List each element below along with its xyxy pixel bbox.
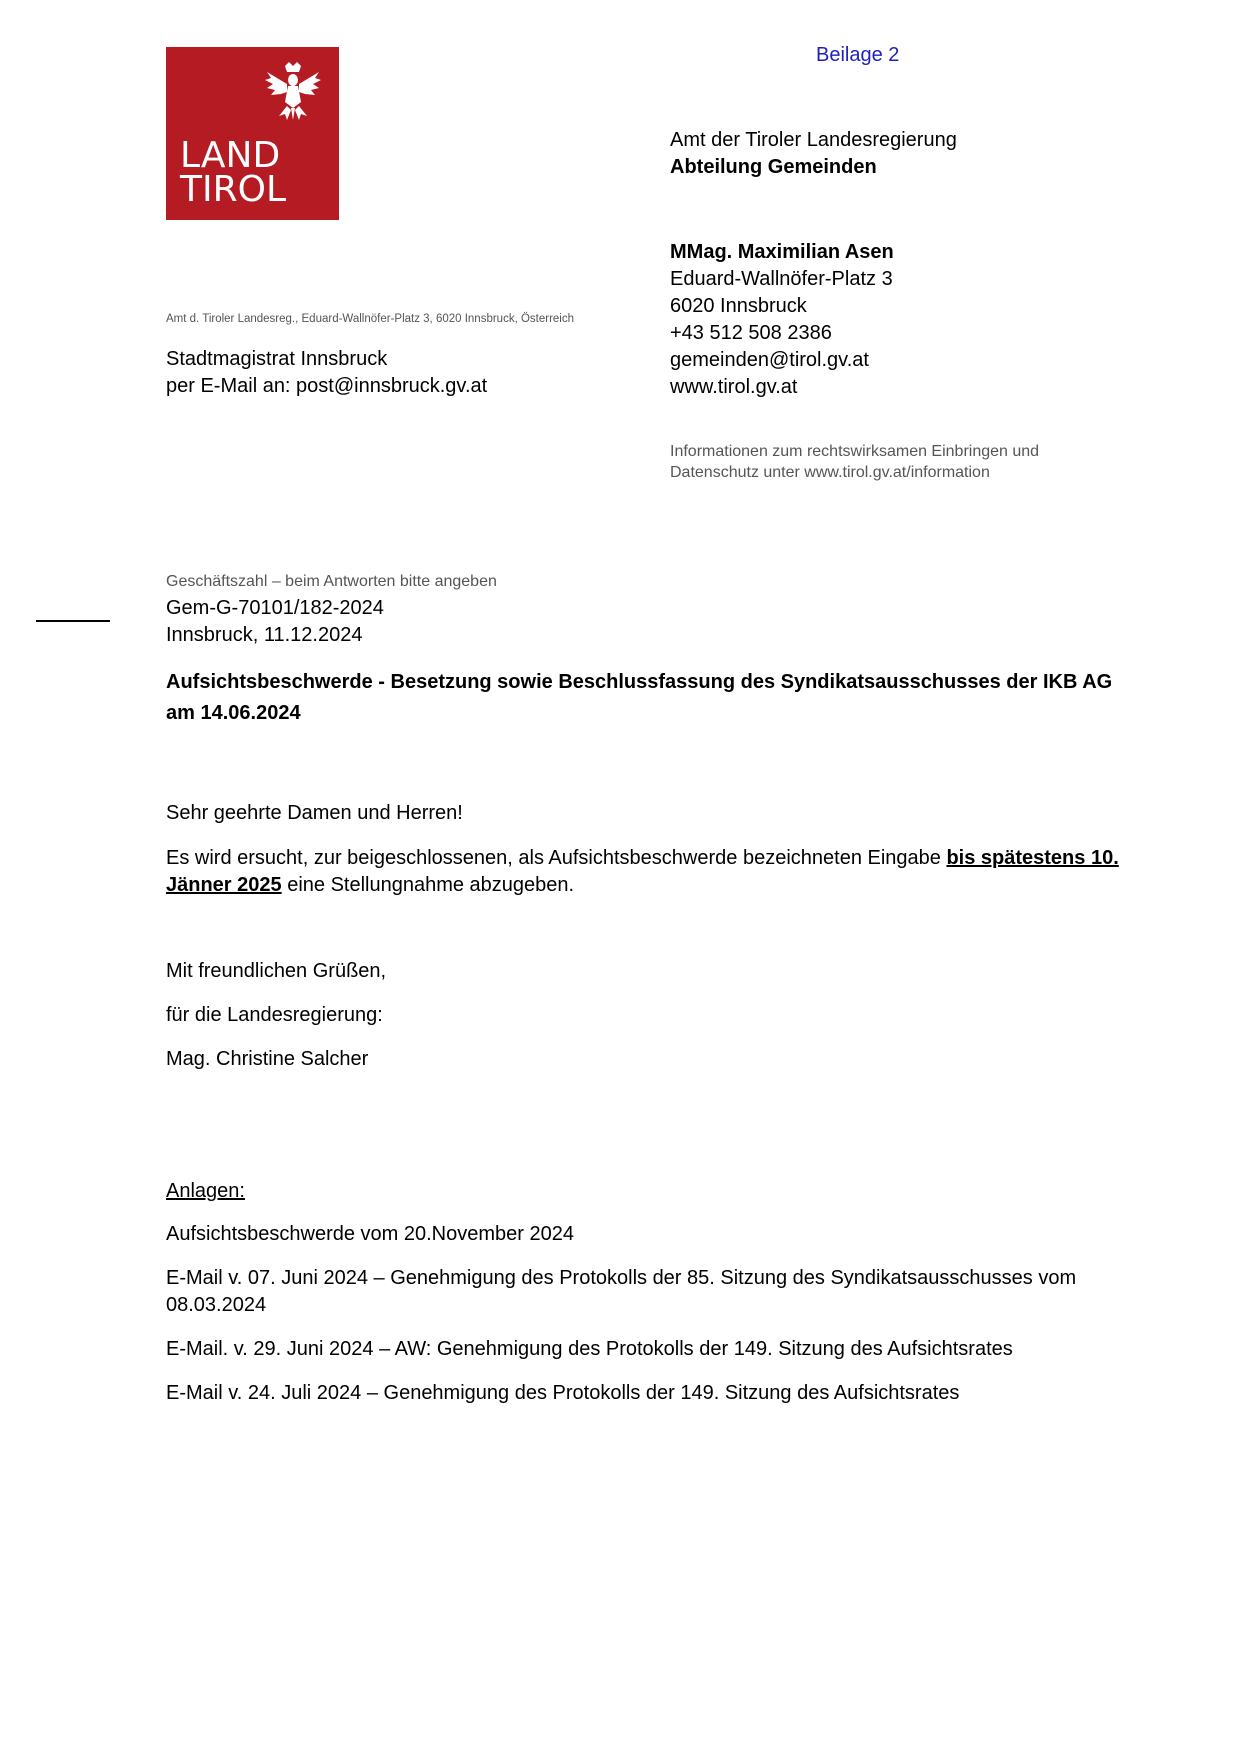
contact-email: gemeinden@tirol.gv.at — [670, 349, 869, 371]
reference-number: Gem-G-70101/182-2024 — [166, 597, 384, 619]
contact-street: Eduard-Wallnöfer-Platz 3 — [670, 268, 893, 290]
list-item: Aufsichtsbeschwerde vom 20.November 2024 — [166, 1223, 574, 1245]
recipient-block — [166, 346, 487, 400]
on-behalf: für die Landesregierung: — [166, 1004, 383, 1026]
recipient-name: Stadtmagistrat Innsbruck — [166, 348, 388, 370]
contact-web: www.tirol.gv.at — [670, 376, 798, 398]
land-tirol-logo — [166, 47, 339, 220]
signer-name: Mag. Christine Salcher — [166, 1048, 369, 1070]
list-item: E-Mail v. 07. Juni 2024 – Genehmigung des Protokolls der 85. Sitzung des Syndikatsausschusses vom 08.03.2024 — [166, 1267, 1077, 1316]
legal-info-line1: Informationen zum rechtswirksamen Einbringen und — [670, 443, 1040, 460]
deadline: bis spätestens 10. Jänner 2025 — [166, 847, 1119, 896]
body-paragraph — [166, 845, 1166, 899]
salutation: Sehr geehrte Damen und Herren! — [166, 802, 463, 824]
reference-block — [166, 595, 384, 649]
reference-label: Geschäftszahl – beim Antworten bitte angeben — [166, 573, 497, 590]
subject-line: Aufsichtsbeschwerde - Besetzung sowie Beschlussfassung des Syndikatsausschusses der IKB AG am 14.06.2024 — [166, 671, 1113, 724]
list-item: E-Mail v. 24. Juli 2024 – Genehmigung des Protokolls der 149. Sitzung des Aufsichtsrates — [166, 1382, 960, 1404]
return-address: Amt d. Tiroler Landesreg., Eduard-Wallnöfer-Platz 3, 6020 Innsbruck, Österreich — [166, 313, 575, 325]
contact-phone: +43 512 508 2386 — [670, 322, 832, 344]
sender-block — [670, 127, 957, 181]
sender-department: Abteilung Gemeinden — [670, 156, 877, 178]
closing: Mit freundlichen Grüßen, — [166, 960, 387, 982]
logo-line-tirol: TIROL — [180, 169, 287, 210]
logo-line-land: LAND — [180, 135, 281, 176]
tyrolean-eagle-icon — [261, 60, 325, 124]
contact-city: 6020 Innsbruck — [670, 295, 807, 317]
recipient-delivery: per E-Mail an: post@innsbruck.gv.at — [166, 375, 488, 397]
contact-block — [670, 239, 894, 401]
sender-office: Amt der Tiroler Landesregierung — [670, 129, 957, 151]
legal-info — [670, 441, 1039, 483]
fold-mark — [36, 620, 110, 622]
contact-name: MMag. Maximilian Asen — [670, 241, 894, 263]
attachments-title: Anlagen: — [166, 1180, 245, 1202]
attachments-list — [166, 1221, 1156, 1424]
body-part2: eine Stellungnahme abzugeben. — [281, 874, 575, 896]
legal-info-line2: Datenschutz unter www.tirol.gv.at/information — [670, 464, 990, 481]
annex-label: Beilage 2 — [816, 44, 900, 66]
body-part1: Es wird ersucht, zur beigeschlossenen, als Aufsichtsbeschwerde bezeichneten Eingabe — [166, 847, 947, 869]
logo-text — [180, 135, 287, 210]
list-item: E-Mail. v. 29. Juni 2024 – AW: Genehmigung des Protokolls der 149. Sitzung des Aufsichtsrates — [166, 1338, 1013, 1360]
place-date: Innsbruck, 11.12.2024 — [166, 624, 363, 646]
